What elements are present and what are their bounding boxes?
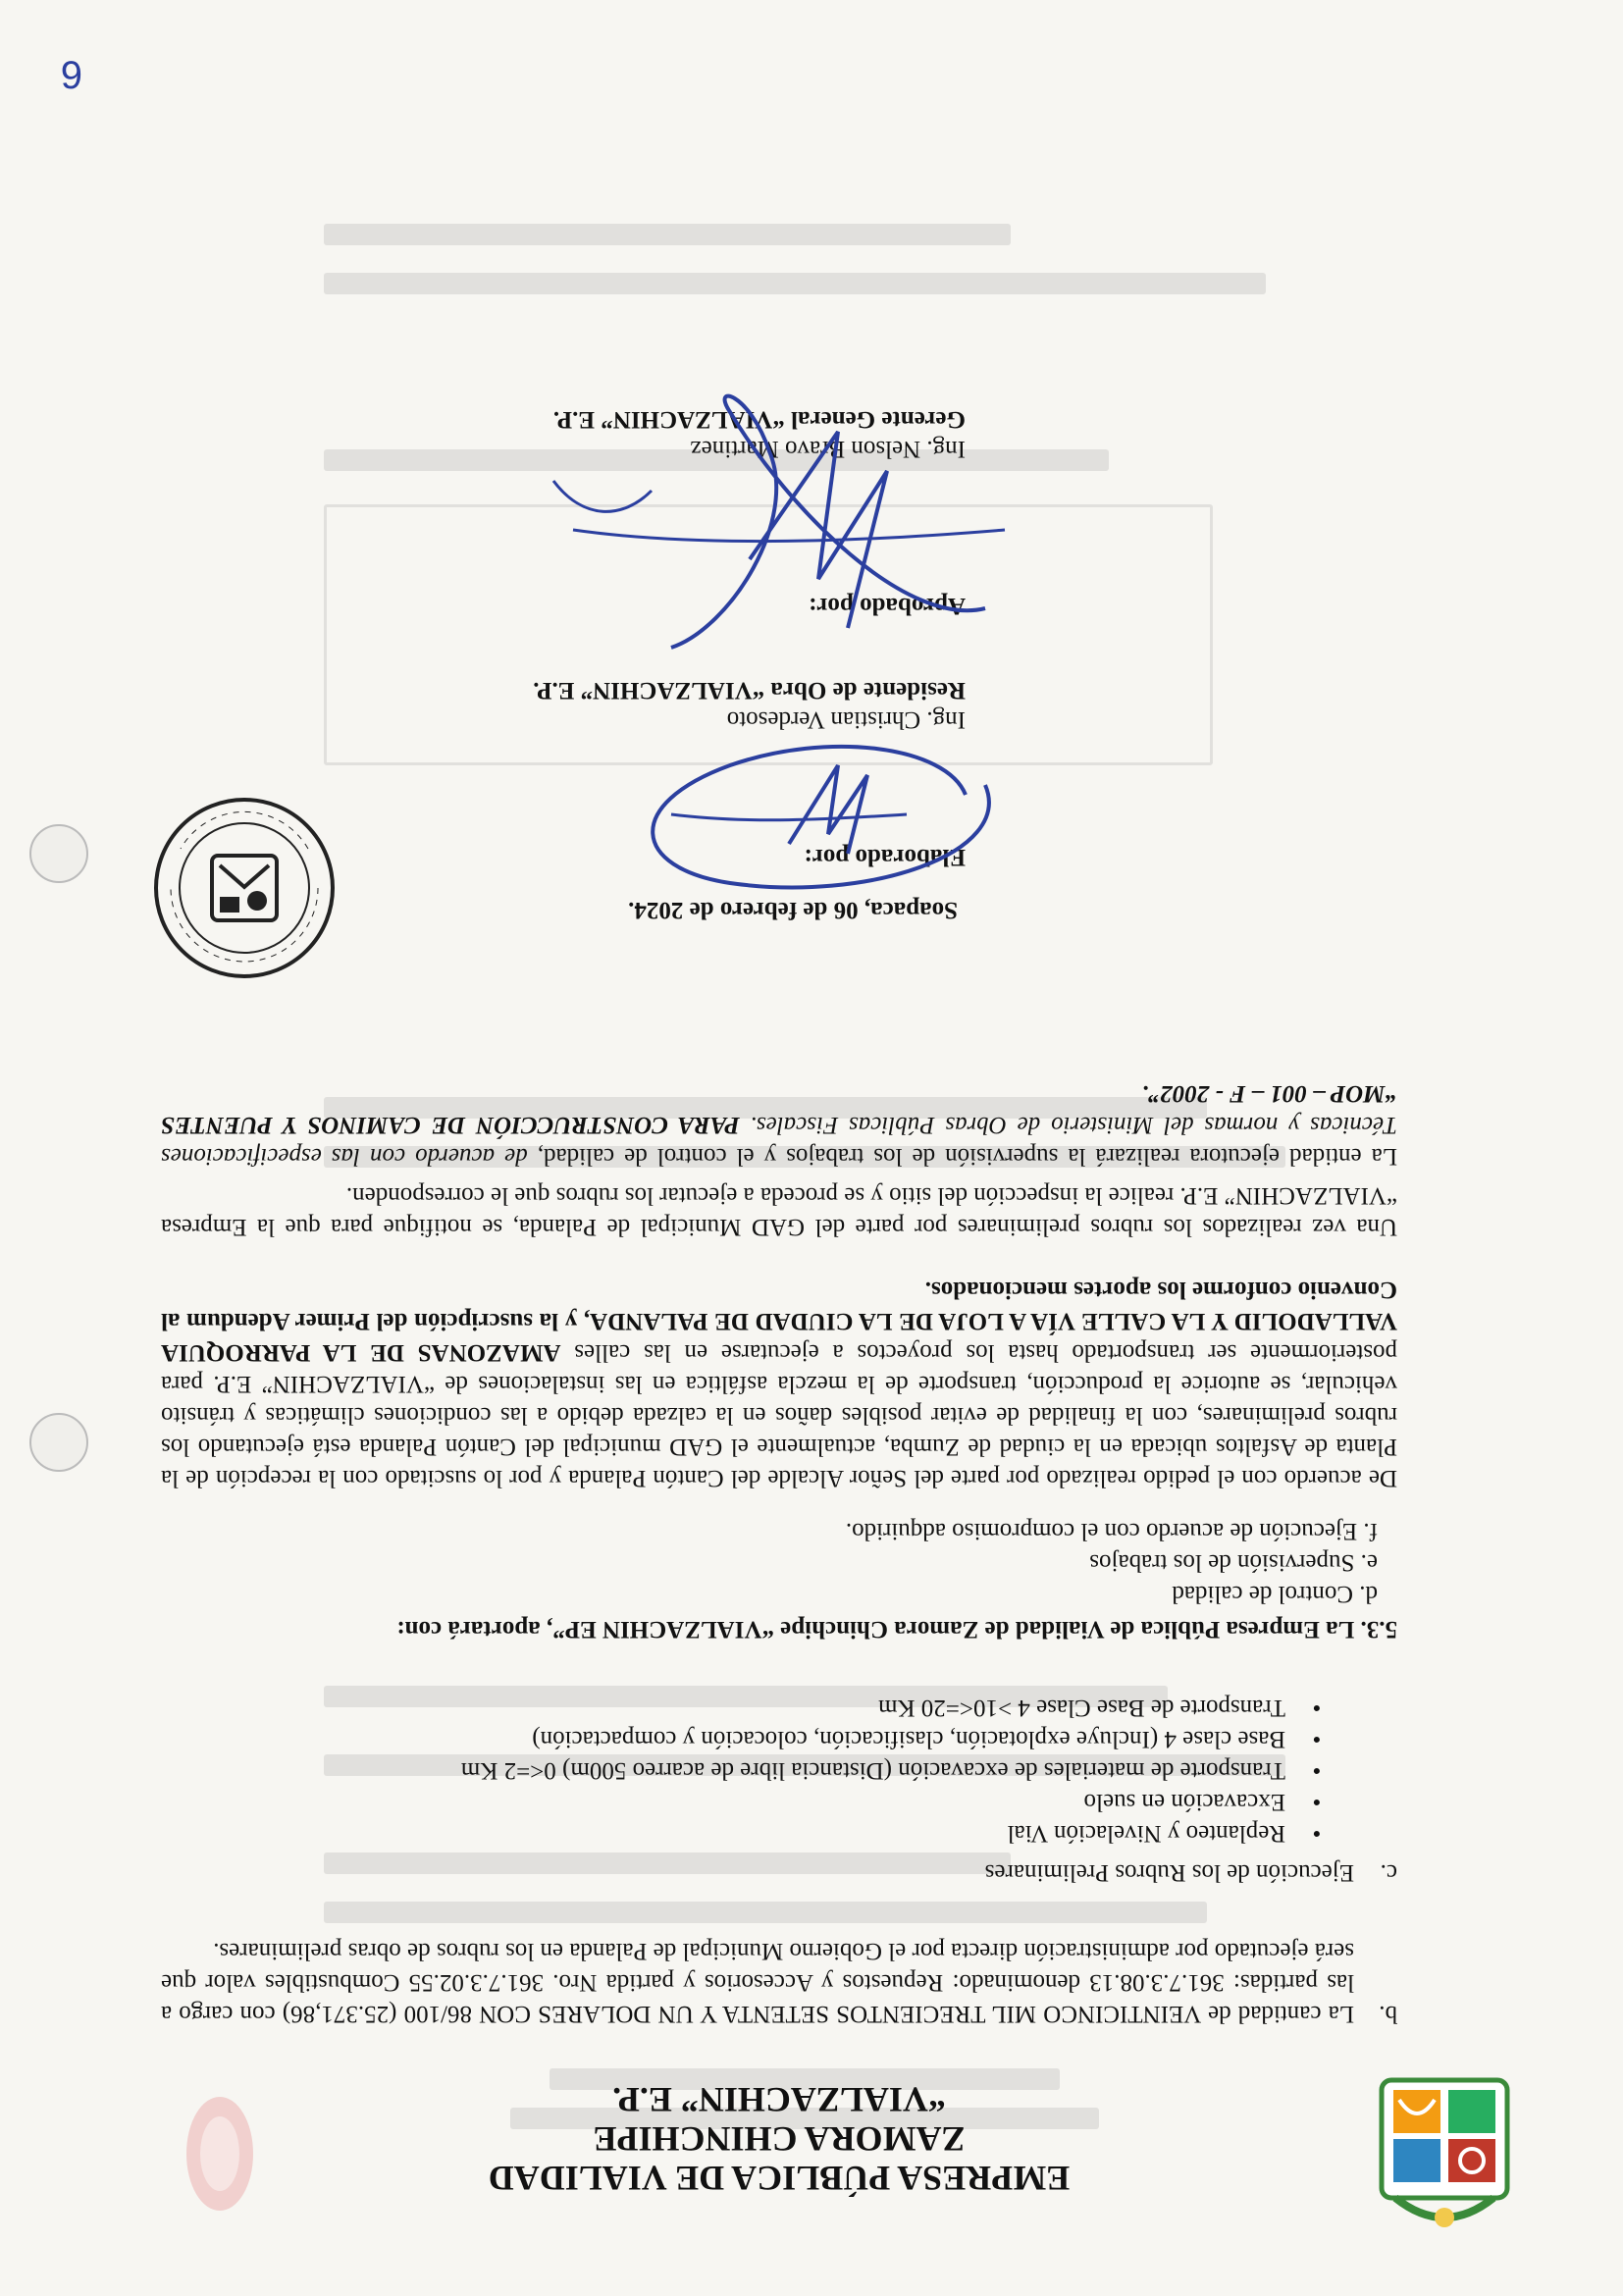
agreement-text: De acuerdo con el pedido realizado por parte del Señor Alcalde del Cantón Palanda y por lo suscitado con la recepción de la Planta de Asfaltos ubicada en la ciudad de Zumba, actualmente el GAD municipal del Cantón Palanda está ejecutando los rubros preliminares, con la finalidad de evitar posibles daños en la calzada debido a las condiciones climáticas y tránsito vehicular, se autorice la producción, transporte de la mezcla asfáltica en las instalaciones de “VIALZACHIN” E.P. para posteriormente ser transportado hasta los proyectos a ejecutarse en las calles (161, 1339, 1397, 1491)
supervision-text: La entidad ejecutora realizará la supervisión de los trabajos y el control de calidad, (537, 1143, 1397, 1170)
header-line-3: “VIALZACHIN” E.P. (612, 2080, 946, 2119)
document-header (161, 2080, 1397, 2198)
approved-by-role: Gerente General “VIALZACHIN” E.P. (552, 406, 966, 433)
official-seal (151, 795, 338, 981)
list-item: ● Transporte de Base Clase 4 >10<=20 Km (161, 1692, 1338, 1723)
date-line: Soapaca, 06 de febrero de 2024. (628, 897, 958, 923)
list-item: ● Excavación en suelo (161, 1786, 1338, 1817)
section-5-3-item: d. Control de calidad (1172, 1581, 1378, 1607)
supervision-text-bold-italic: PARA CONSTRUCCIÓN DE CAMINOS Y PUENTES “MOP – 001 – F - 2002”. (161, 1080, 1397, 1138)
handwritten-page-number: 9 (60, 54, 82, 97)
binder-hole (29, 824, 88, 883)
binder-hole (29, 1413, 88, 1472)
paragraph-b-text: La cantidad de VEINTICINCO MIL TRECIENTOS SETENTA Y UN DOLARES CON 86/100 (25.371,86) con cargo a las partidas: 361.7.3.08.13 denominado: Repuestos y Accesorios y partida Nro. 361.7.3.02.55 Combustibles valor que será ejecutado por administración directa por el Gobierno Municipal de Palanda en los rubros de obras preliminares. (161, 1938, 1354, 2027)
section-5-3-title: 5.3. La Empresa Pública de Vialidad de Zamora Chinchipe “VIALZACHIN EP”, aportará con: (396, 1616, 1397, 1643)
list-item: ● Base clase 4 (Incluye explotación, clasificación, colocación y compactación) (161, 1723, 1338, 1754)
approved-by-name: Ing. Nelson Bravo Martinez (690, 436, 966, 462)
approved-by-block (553, 404, 966, 620)
prepared-by-label: Elaborado por: (804, 844, 966, 870)
list-item: ● Transporte de materiales de excavación (Distancia libre de acarreo 500m) 0<=2 Km (161, 1754, 1338, 1786)
paragraph-b-marker: b. (1379, 2001, 1397, 2027)
approved-by-label: Aprobado por: (809, 593, 966, 619)
section-5-3-item: f. Ejecución de acuerdo con el compromiso adquirido. (845, 1518, 1378, 1544)
paragraph-supervision (161, 1077, 1397, 1172)
paragraph-agreement (161, 1274, 1397, 1493)
list-item: ● Replanteo y Nivelación Vial (161, 1817, 1338, 1849)
prepared-by-role: Residente de Obra “VIALZACHIN” E.P. (533, 677, 966, 704)
paragraph-c (985, 1856, 1397, 1888)
paragraph-b (161, 1935, 1397, 2029)
paragraph-inspection: Una vez realizados los rubros preliminares por parte del GAD Municipal de Palanda, se notifique para que la Empresa “VIALZACHIN” E.P. realice la inspección del sitio y se proceda a ejecutar los rubros que le corresponden. (161, 1182, 1397, 1240)
paragraph-c-title: Ejecución de los Rubros Preliminares (984, 1859, 1354, 1886)
agreement-text-bold: AMAZONAS DE LA PARROQUIA VALLADOLID Y LA CALLE VÍA A LOJA DE LA CIUDAD DE PALANDA, y la suscripción del Primer Adendum al Convenio conforme los aportes mencionados. (161, 1277, 1397, 1366)
prepared-by-name: Ing. Christian Verdesoto (726, 706, 966, 733)
supervision-text-italic: de acuerdo con las especificaciones Técnicas y normas del Ministerio de Obras Públicas Fiscales. (160, 1112, 1397, 1170)
paragraph-c-marker: c. (1380, 1859, 1397, 1886)
header-line-2: ZAMORA CHINCHIPE (593, 2119, 966, 2159)
section-5-3-item: e. Supervisión de los trabajos (1089, 1549, 1378, 1576)
preliminary-items-list (161, 1692, 1338, 1849)
header-line-1: EMPRESA PÚBLICA DE VIALIDAD (488, 2159, 1071, 2198)
prepared-by-block (533, 675, 966, 871)
